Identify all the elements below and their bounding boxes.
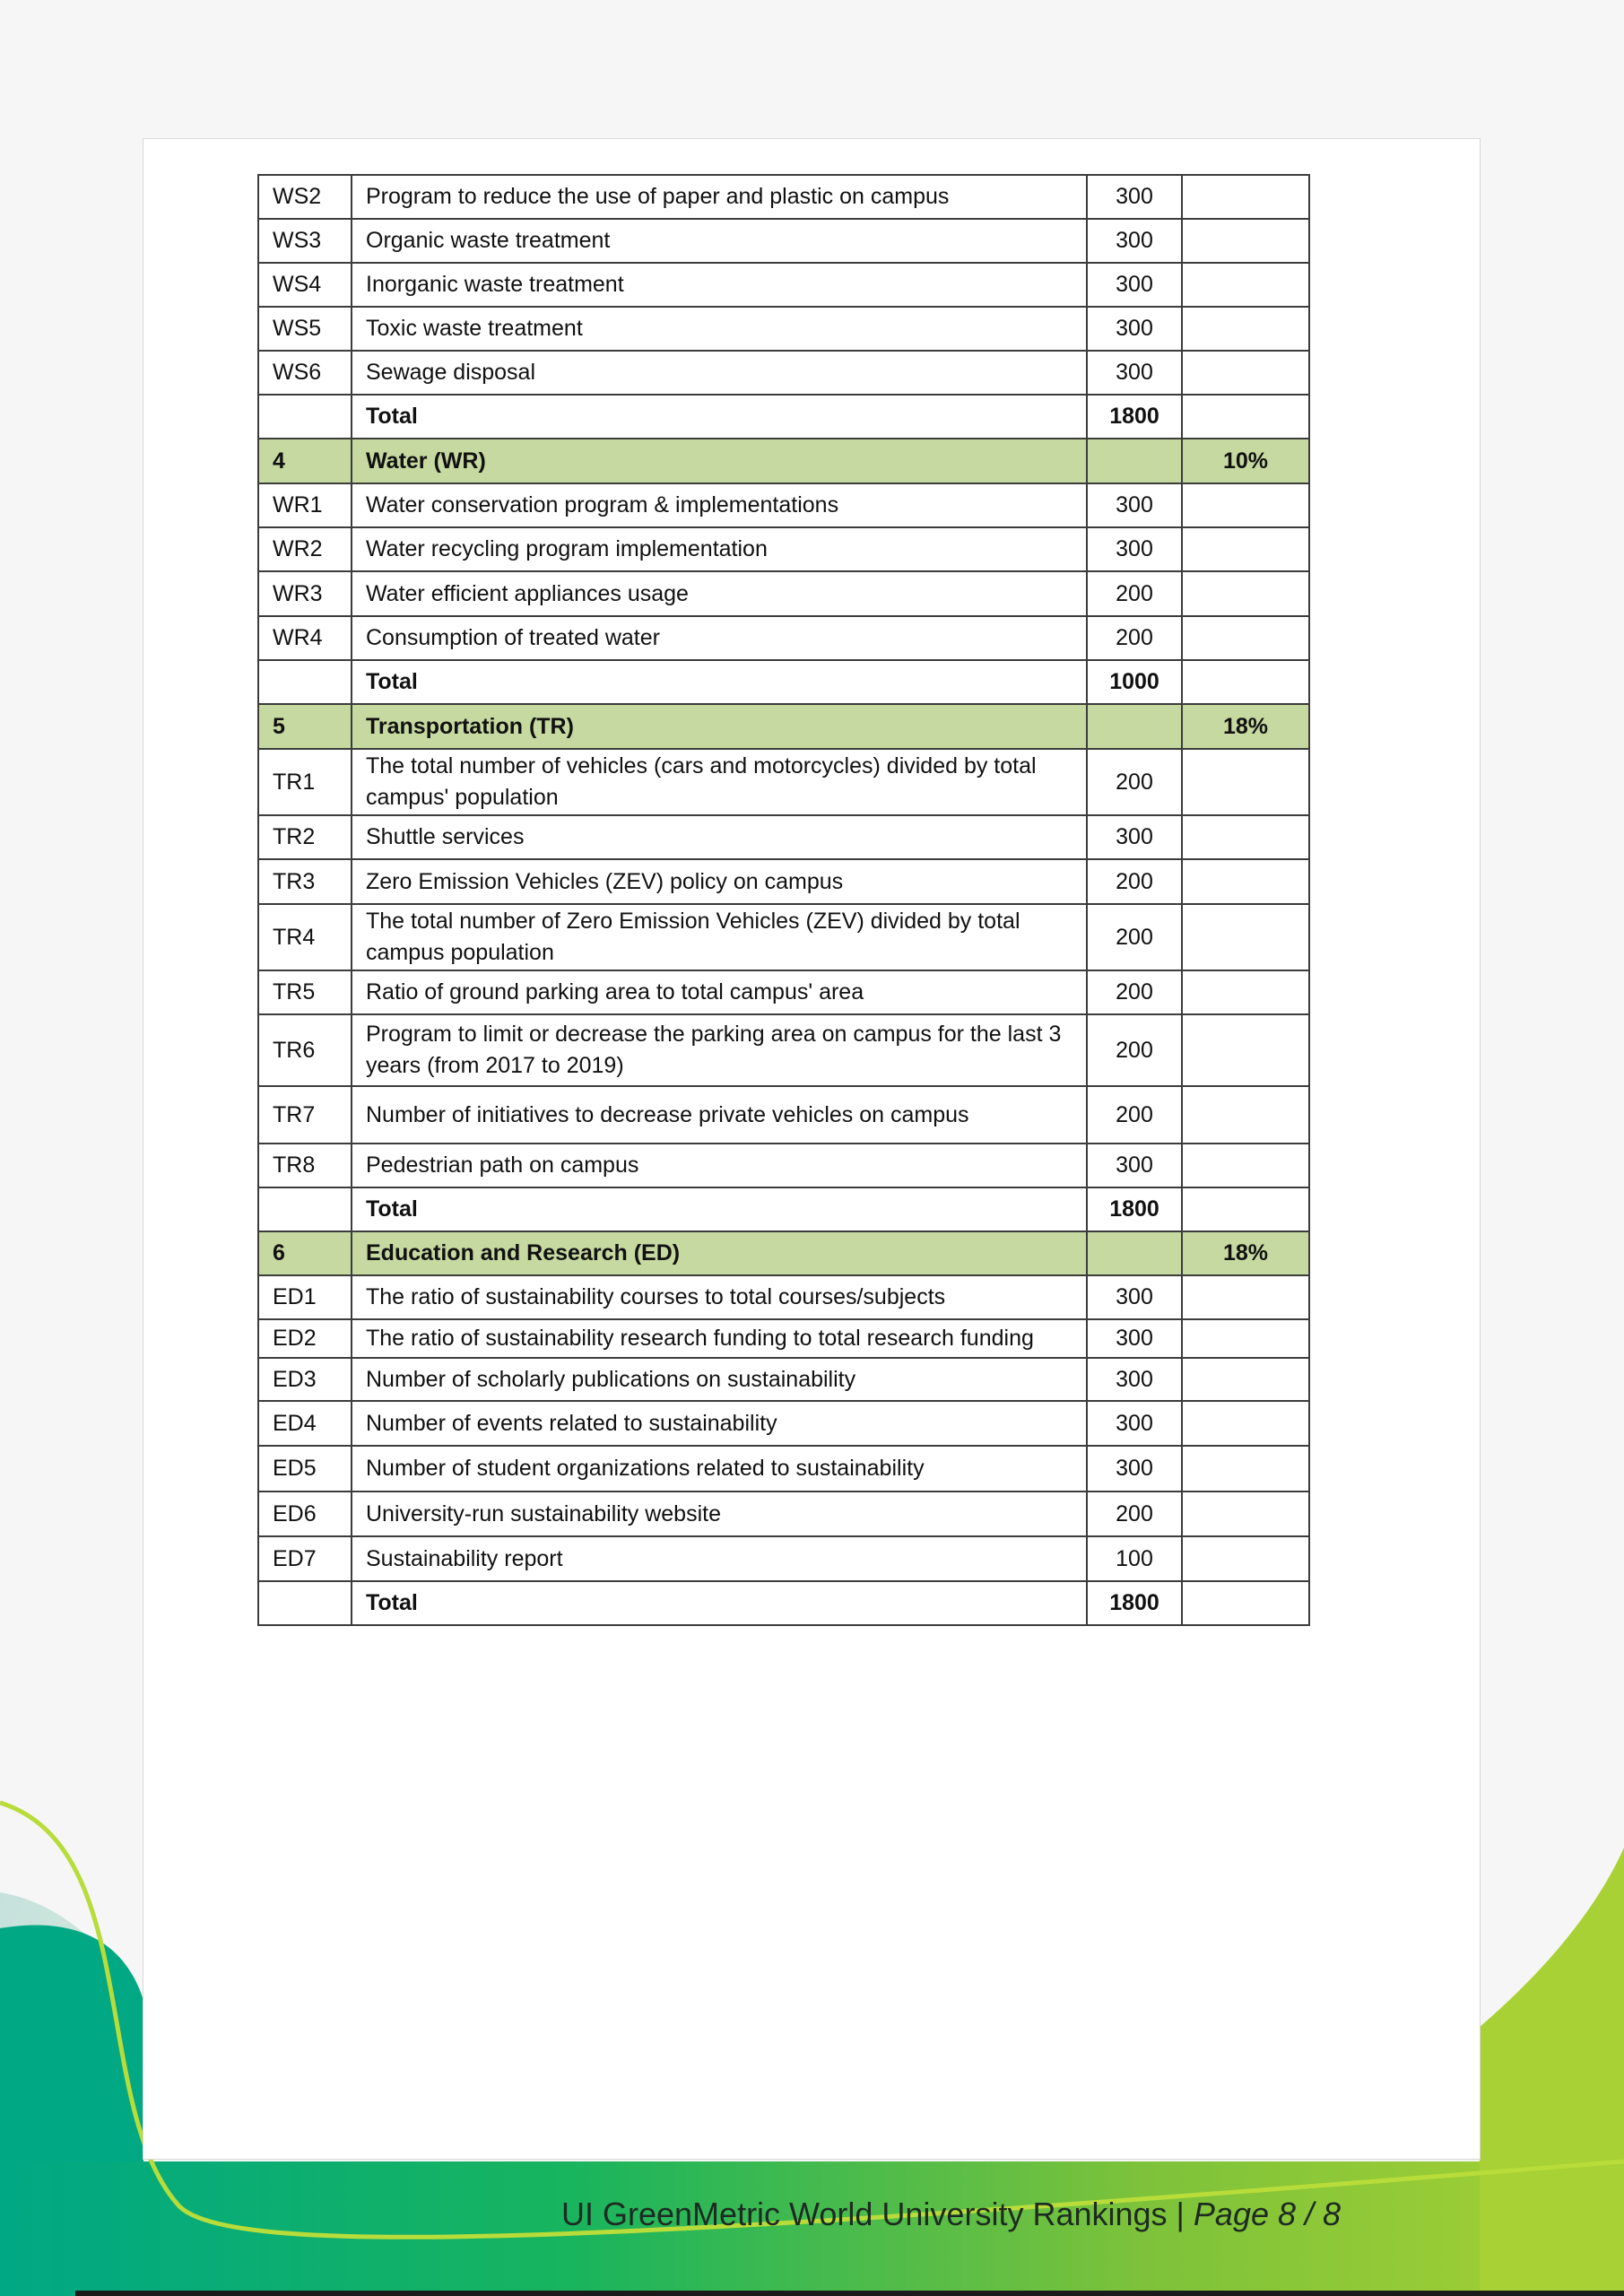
cell-weight bbox=[1182, 1358, 1309, 1401]
footer-title: UI GreenMetric World University Rankings | bbox=[561, 2196, 1185, 2232]
cell-weight bbox=[1182, 859, 1309, 904]
table-row bbox=[258, 219, 1309, 263]
cell-code: WR4 bbox=[258, 616, 352, 660]
cell-weight bbox=[1182, 1086, 1309, 1144]
cell-score: 300 bbox=[1087, 1275, 1182, 1319]
cell-score: 200 bbox=[1087, 749, 1182, 815]
table-row bbox=[258, 1319, 1309, 1358]
table-row bbox=[258, 1536, 1309, 1581]
cell-description: Program to reduce the use of paper and plastic on campus bbox=[352, 175, 1087, 219]
cell-score: 300 bbox=[1087, 1144, 1182, 1187]
cell-score: 300 bbox=[1087, 815, 1182, 859]
cell-code bbox=[258, 1581, 352, 1625]
page-footer bbox=[561, 2196, 1341, 2233]
cell-description: Inorganic waste treatment bbox=[352, 263, 1087, 307]
cell-weight bbox=[1182, 660, 1309, 704]
cell-weight bbox=[1182, 175, 1309, 219]
cell-score: 200 bbox=[1087, 1492, 1182, 1536]
cell-weight: 10% bbox=[1182, 439, 1309, 483]
cell-code: TR1 bbox=[258, 749, 352, 815]
cell-code: ED7 bbox=[258, 1536, 352, 1581]
cell-score: 300 bbox=[1087, 1446, 1182, 1492]
cell-code: WR1 bbox=[258, 483, 352, 527]
table-row bbox=[258, 527, 1309, 571]
cell-score: 200 bbox=[1087, 904, 1182, 970]
cell-description: Number of initiatives to decrease private vehicles on campus bbox=[352, 1086, 1087, 1144]
cell-weight bbox=[1182, 1446, 1309, 1492]
table-row bbox=[258, 1492, 1309, 1536]
cell-description: The ratio of sustainability courses to total courses/subjects bbox=[352, 1275, 1087, 1319]
cell-code: ED5 bbox=[258, 1446, 352, 1492]
cell-description: Sustainability report bbox=[352, 1536, 1087, 1581]
cell-code: WR2 bbox=[258, 527, 352, 571]
cell-score: 300 bbox=[1087, 219, 1182, 263]
cell-weight bbox=[1182, 307, 1309, 351]
cell-code bbox=[258, 1187, 352, 1231]
cell-score: 300 bbox=[1087, 307, 1182, 351]
cell-weight bbox=[1182, 219, 1309, 263]
cell-score: 300 bbox=[1087, 1401, 1182, 1446]
cell-score: 200 bbox=[1087, 859, 1182, 904]
cell-description: Program to limit or decrease the parking area on campus for the last 3 years (from 2017 to 2019) bbox=[352, 1014, 1087, 1086]
cell-weight bbox=[1182, 527, 1309, 571]
cell-code: WS4 bbox=[258, 263, 352, 307]
table-row bbox=[258, 616, 1309, 660]
criteria-table-body bbox=[258, 175, 1309, 1625]
cell-description: Sewage disposal bbox=[352, 351, 1087, 395]
cell-description: Education and Research (ED) bbox=[352, 1231, 1087, 1275]
cell-score: 1800 bbox=[1087, 1187, 1182, 1231]
cell-weight bbox=[1182, 1536, 1309, 1581]
table-row bbox=[258, 815, 1309, 859]
cell-code: TR6 bbox=[258, 1014, 352, 1086]
cell-description: Pedestrian path on campus bbox=[352, 1144, 1087, 1187]
cell-description: Total bbox=[352, 1187, 1087, 1231]
cell-description: Water efficient appliances usage bbox=[352, 571, 1087, 616]
cell-weight bbox=[1182, 351, 1309, 395]
cell-weight bbox=[1182, 749, 1309, 815]
cell-code: ED1 bbox=[258, 1275, 352, 1319]
table-row bbox=[258, 1446, 1309, 1492]
cell-score: 300 bbox=[1087, 351, 1182, 395]
cell-weight bbox=[1182, 571, 1309, 616]
cell-score: 100 bbox=[1087, 1536, 1182, 1581]
cell-weight bbox=[1182, 1319, 1309, 1358]
cell-code: TR5 bbox=[258, 970, 352, 1014]
cell-score bbox=[1087, 704, 1182, 749]
table-row bbox=[258, 175, 1309, 219]
cell-weight bbox=[1182, 1014, 1309, 1086]
cell-description: Number of events related to sustainability bbox=[352, 1401, 1087, 1446]
total-row bbox=[258, 660, 1309, 704]
table-row bbox=[258, 351, 1309, 395]
section-header-row bbox=[258, 704, 1309, 749]
cell-weight bbox=[1182, 1275, 1309, 1319]
cell-description: Ratio of ground parking area to total campus' area bbox=[352, 970, 1087, 1014]
cell-code: ED2 bbox=[258, 1319, 352, 1358]
cell-description: The total number of Zero Emission Vehicles (ZEV) divided by total campus population bbox=[352, 904, 1087, 970]
cell-weight: 18% bbox=[1182, 1231, 1309, 1275]
cell-description: Zero Emission Vehicles (ZEV) policy on campus bbox=[352, 859, 1087, 904]
cell-code: 4 bbox=[258, 439, 352, 483]
cell-code: ED3 bbox=[258, 1358, 352, 1401]
cell-weight bbox=[1182, 904, 1309, 970]
cell-weight bbox=[1182, 483, 1309, 527]
criteria-table bbox=[257, 174, 1310, 1626]
cell-weight bbox=[1182, 815, 1309, 859]
cell-score: 200 bbox=[1087, 1086, 1182, 1144]
cell-weight bbox=[1182, 1144, 1309, 1187]
total-row bbox=[258, 1581, 1309, 1625]
cell-score: 1000 bbox=[1087, 660, 1182, 704]
section-header-row bbox=[258, 439, 1309, 483]
cell-code: 5 bbox=[258, 704, 352, 749]
cell-description: The ratio of sustainability research funding to total research funding bbox=[352, 1319, 1087, 1358]
cell-weight bbox=[1182, 616, 1309, 660]
cell-score: 300 bbox=[1087, 175, 1182, 219]
cell-weight bbox=[1182, 1581, 1309, 1625]
table-row bbox=[258, 1086, 1309, 1144]
table-row bbox=[258, 1014, 1309, 1086]
cell-code: WR3 bbox=[258, 571, 352, 616]
cell-score: 200 bbox=[1087, 1014, 1182, 1086]
cell-description: The total number of vehicles (cars and motorcycles) divided by total campus' population bbox=[352, 749, 1087, 815]
cell-description: Total bbox=[352, 1581, 1087, 1625]
table-row bbox=[258, 571, 1309, 616]
cell-code: ED4 bbox=[258, 1401, 352, 1446]
cell-weight bbox=[1182, 970, 1309, 1014]
bottom-rule bbox=[75, 2291, 1624, 2296]
cell-score: 1800 bbox=[1087, 1581, 1182, 1625]
table-row bbox=[258, 970, 1309, 1014]
cell-description: Transportation (TR) bbox=[352, 704, 1087, 749]
total-row bbox=[258, 395, 1309, 439]
cell-code: WS3 bbox=[258, 219, 352, 263]
cell-description: Water conservation program & implementations bbox=[352, 483, 1087, 527]
table-row bbox=[258, 1358, 1309, 1401]
cell-code: ED6 bbox=[258, 1492, 352, 1536]
table-row bbox=[258, 859, 1309, 904]
cell-description: Toxic waste treatment bbox=[352, 307, 1087, 351]
table-row bbox=[258, 307, 1309, 351]
cell-description: Total bbox=[352, 395, 1087, 439]
document-page bbox=[143, 138, 1481, 2160]
section-header-row bbox=[258, 1231, 1309, 1275]
cell-score: 200 bbox=[1087, 571, 1182, 616]
cell-score: 200 bbox=[1087, 616, 1182, 660]
cell-score: 300 bbox=[1087, 1319, 1182, 1358]
cell-weight bbox=[1182, 1187, 1309, 1231]
cell-weight bbox=[1182, 395, 1309, 439]
cell-description: Consumption of treated water bbox=[352, 616, 1087, 660]
cell-score: 1800 bbox=[1087, 395, 1182, 439]
cell-code: WS2 bbox=[258, 175, 352, 219]
cell-code: WS6 bbox=[258, 351, 352, 395]
cell-weight bbox=[1182, 263, 1309, 307]
footer-page-number: Page 8 / 8 bbox=[1193, 2196, 1342, 2232]
table-row bbox=[258, 1401, 1309, 1446]
table-row bbox=[258, 263, 1309, 307]
cell-code: TR2 bbox=[258, 815, 352, 859]
cell-score bbox=[1087, 1231, 1182, 1275]
cell-weight bbox=[1182, 1401, 1309, 1446]
cell-code: TR4 bbox=[258, 904, 352, 970]
cell-code: TR7 bbox=[258, 1086, 352, 1144]
cell-score: 300 bbox=[1087, 1358, 1182, 1401]
table-row bbox=[258, 1144, 1309, 1187]
total-row bbox=[258, 1187, 1309, 1231]
cell-score: 300 bbox=[1087, 527, 1182, 571]
cell-code: TR3 bbox=[258, 859, 352, 904]
cell-code: 6 bbox=[258, 1231, 352, 1275]
cell-description: Organic waste treatment bbox=[352, 219, 1087, 263]
cell-description: Water recycling program implementation bbox=[352, 527, 1087, 571]
cell-description: University-run sustainability website bbox=[352, 1492, 1087, 1536]
cell-weight bbox=[1182, 1492, 1309, 1536]
cell-description: Total bbox=[352, 660, 1087, 704]
cell-code: TR8 bbox=[258, 1144, 352, 1187]
cell-description: Shuttle services bbox=[352, 815, 1087, 859]
cell-score: 300 bbox=[1087, 263, 1182, 307]
cell-code bbox=[258, 395, 352, 439]
cell-score bbox=[1087, 439, 1182, 483]
cell-score: 200 bbox=[1087, 970, 1182, 1014]
cell-weight: 18% bbox=[1182, 704, 1309, 749]
table-row bbox=[258, 1275, 1309, 1319]
cell-code: WS5 bbox=[258, 307, 352, 351]
cell-code bbox=[258, 660, 352, 704]
table-row bbox=[258, 483, 1309, 527]
table-row bbox=[258, 904, 1309, 970]
table-row bbox=[258, 749, 1309, 815]
cell-description: Water (WR) bbox=[352, 439, 1087, 483]
cell-score: 300 bbox=[1087, 483, 1182, 527]
cell-description: Number of student organizations related to sustainability bbox=[352, 1446, 1087, 1492]
cell-description: Number of scholarly publications on sustainability bbox=[352, 1358, 1087, 1401]
